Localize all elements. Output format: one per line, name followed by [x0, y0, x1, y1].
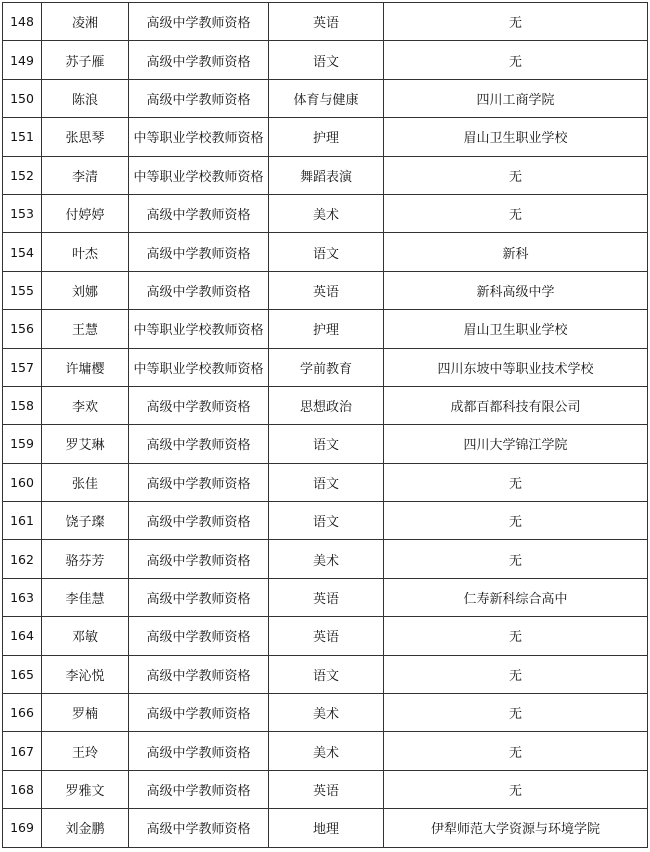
- row-number-cell: 155: [3, 271, 42, 309]
- row-number-cell: 149: [3, 41, 42, 79]
- name-cell: 罗雅文: [42, 770, 129, 808]
- qualification-type-cell: 高级中学教师资格: [129, 79, 269, 117]
- table-row: [3, 540, 648, 578]
- row-number-cell: 160: [3, 463, 42, 501]
- employer-cell: 无: [384, 694, 648, 732]
- name-cell: 张思琴: [42, 118, 129, 156]
- name-cell: 李清: [42, 156, 129, 194]
- table-row: [3, 655, 648, 693]
- subject-cell: 英语: [269, 617, 384, 655]
- name-cell: 凌湘: [42, 3, 129, 41]
- name-cell: 李佳慧: [42, 578, 129, 616]
- name-cell: 骆芬芳: [42, 540, 129, 578]
- qualification-type-cell: 高级中学教师资格: [129, 655, 269, 693]
- employer-cell: 四川工商学院: [384, 79, 648, 117]
- employer-cell: 无: [384, 156, 648, 194]
- subject-cell: 美术: [269, 194, 384, 232]
- employer-cell: 眉山卫生职业学校: [384, 118, 648, 156]
- name-cell: 罗楠: [42, 694, 129, 732]
- name-cell: 王玲: [42, 732, 129, 770]
- subject-cell: 语文: [269, 233, 384, 271]
- table-body: [3, 3, 648, 848]
- subject-cell: 舞蹈表演: [269, 156, 384, 194]
- qualification-type-cell: 高级中学教师资格: [129, 233, 269, 271]
- subject-cell: 美术: [269, 540, 384, 578]
- employer-cell: 四川大学锦江学院: [384, 425, 648, 463]
- qualification-type-cell: 高级中学教师资格: [129, 809, 269, 847]
- employer-cell: 无: [384, 732, 648, 770]
- table-row: [3, 310, 648, 348]
- employer-cell: 无: [384, 502, 648, 540]
- table-row: [3, 617, 648, 655]
- qualification-type-cell: 高级中学教师资格: [129, 694, 269, 732]
- subject-cell: 语文: [269, 502, 384, 540]
- subject-cell: 英语: [269, 3, 384, 41]
- row-number-cell: 164: [3, 617, 42, 655]
- employer-cell: 无: [384, 617, 648, 655]
- qualification-type-cell: 高级中学教师资格: [129, 425, 269, 463]
- name-cell: 刘金鹏: [42, 809, 129, 847]
- employer-cell: 新科高级中学: [384, 271, 648, 309]
- table-row: [3, 502, 648, 540]
- qualification-type-cell: 高级中学教师资格: [129, 271, 269, 309]
- name-cell: 张佳: [42, 463, 129, 501]
- subject-cell: 美术: [269, 732, 384, 770]
- subject-cell: 护理: [269, 118, 384, 156]
- qualification-type-cell: 高级中学教师资格: [129, 386, 269, 424]
- teacher-qualification-table: [2, 2, 648, 848]
- table-row: [3, 233, 648, 271]
- row-number-cell: 150: [3, 79, 42, 117]
- table-row: [3, 156, 648, 194]
- table-row: [3, 732, 648, 770]
- table-row: [3, 348, 648, 386]
- row-number-cell: 161: [3, 502, 42, 540]
- table-row: [3, 194, 648, 232]
- name-cell: 陈浪: [42, 79, 129, 117]
- qualification-type-cell: 高级中学教师资格: [129, 502, 269, 540]
- subject-cell: 英语: [269, 770, 384, 808]
- qualification-type-cell: 高级中学教师资格: [129, 3, 269, 41]
- qualification-type-cell: 高级中学教师资格: [129, 194, 269, 232]
- row-number-cell: 156: [3, 310, 42, 348]
- qualification-type-cell: 高级中学教师资格: [129, 617, 269, 655]
- subject-cell: 语文: [269, 655, 384, 693]
- table-row: [3, 694, 648, 732]
- subject-cell: 美术: [269, 694, 384, 732]
- name-cell: 叶杰: [42, 233, 129, 271]
- subject-cell: 思想政治: [269, 386, 384, 424]
- name-cell: 许墉樱: [42, 348, 129, 386]
- employer-cell: 成都百都科技有限公司: [384, 386, 648, 424]
- employer-cell: 无: [384, 41, 648, 79]
- employer-cell: 无: [384, 3, 648, 41]
- subject-cell: 语文: [269, 41, 384, 79]
- employer-cell: 眉山卫生职业学校: [384, 310, 648, 348]
- row-number-cell: 154: [3, 233, 42, 271]
- subject-cell: 地理: [269, 809, 384, 847]
- table-row: [3, 425, 648, 463]
- row-number-cell: 162: [3, 540, 42, 578]
- qualification-type-cell: 高级中学教师资格: [129, 770, 269, 808]
- table-row: [3, 79, 648, 117]
- qualification-type-cell: 高级中学教师资格: [129, 41, 269, 79]
- employer-cell: 伊犁师范大学资源与环境学院: [384, 809, 648, 847]
- qualification-type-cell: 高级中学教师资格: [129, 732, 269, 770]
- teacher-list-table-container: [2, 2, 647, 848]
- row-number-cell: 166: [3, 694, 42, 732]
- subject-cell: 英语: [269, 578, 384, 616]
- employer-cell: 新科: [384, 233, 648, 271]
- table-row: [3, 271, 648, 309]
- qualification-type-cell: 中等职业学校教师资格: [129, 156, 269, 194]
- qualification-type-cell: 高级中学教师资格: [129, 463, 269, 501]
- name-cell: 苏子雁: [42, 41, 129, 79]
- employer-cell: 仁寿新科综合高中: [384, 578, 648, 616]
- table-row: [3, 578, 648, 616]
- qualification-type-cell: 高级中学教师资格: [129, 540, 269, 578]
- name-cell: 邓敏: [42, 617, 129, 655]
- employer-cell: 无: [384, 655, 648, 693]
- row-number-cell: 167: [3, 732, 42, 770]
- qualification-type-cell: 中等职业学校教师资格: [129, 118, 269, 156]
- table-row: [3, 3, 648, 41]
- row-number-cell: 151: [3, 118, 42, 156]
- subject-cell: 英语: [269, 271, 384, 309]
- name-cell: 李欢: [42, 386, 129, 424]
- name-cell: 李沁悦: [42, 655, 129, 693]
- row-number-cell: 165: [3, 655, 42, 693]
- row-number-cell: 159: [3, 425, 42, 463]
- name-cell: 饶子璨: [42, 502, 129, 540]
- table-row: [3, 41, 648, 79]
- subject-cell: 学前教育: [269, 348, 384, 386]
- row-number-cell: 158: [3, 386, 42, 424]
- employer-cell: 无: [384, 770, 648, 808]
- row-number-cell: 169: [3, 809, 42, 847]
- name-cell: 王慧: [42, 310, 129, 348]
- name-cell: 付婷婷: [42, 194, 129, 232]
- employer-cell: 无: [384, 463, 648, 501]
- row-number-cell: 163: [3, 578, 42, 616]
- row-number-cell: 152: [3, 156, 42, 194]
- table-row: [3, 386, 648, 424]
- employer-cell: 无: [384, 194, 648, 232]
- qualification-type-cell: 高级中学教师资格: [129, 578, 269, 616]
- row-number-cell: 153: [3, 194, 42, 232]
- name-cell: 刘娜: [42, 271, 129, 309]
- subject-cell: 语文: [269, 463, 384, 501]
- subject-cell: 语文: [269, 425, 384, 463]
- row-number-cell: 157: [3, 348, 42, 386]
- subject-cell: 护理: [269, 310, 384, 348]
- qualification-type-cell: 中等职业学校教师资格: [129, 310, 269, 348]
- table-row: [3, 770, 648, 808]
- row-number-cell: 168: [3, 770, 42, 808]
- employer-cell: 无: [384, 540, 648, 578]
- table-row: [3, 118, 648, 156]
- employer-cell: 四川东坡中等职业技术学校: [384, 348, 648, 386]
- subject-cell: 体育与健康: [269, 79, 384, 117]
- table-row: [3, 809, 648, 847]
- row-number-cell: 148: [3, 3, 42, 41]
- qualification-type-cell: 中等职业学校教师资格: [129, 348, 269, 386]
- table-row: [3, 463, 648, 501]
- name-cell: 罗艾琳: [42, 425, 129, 463]
